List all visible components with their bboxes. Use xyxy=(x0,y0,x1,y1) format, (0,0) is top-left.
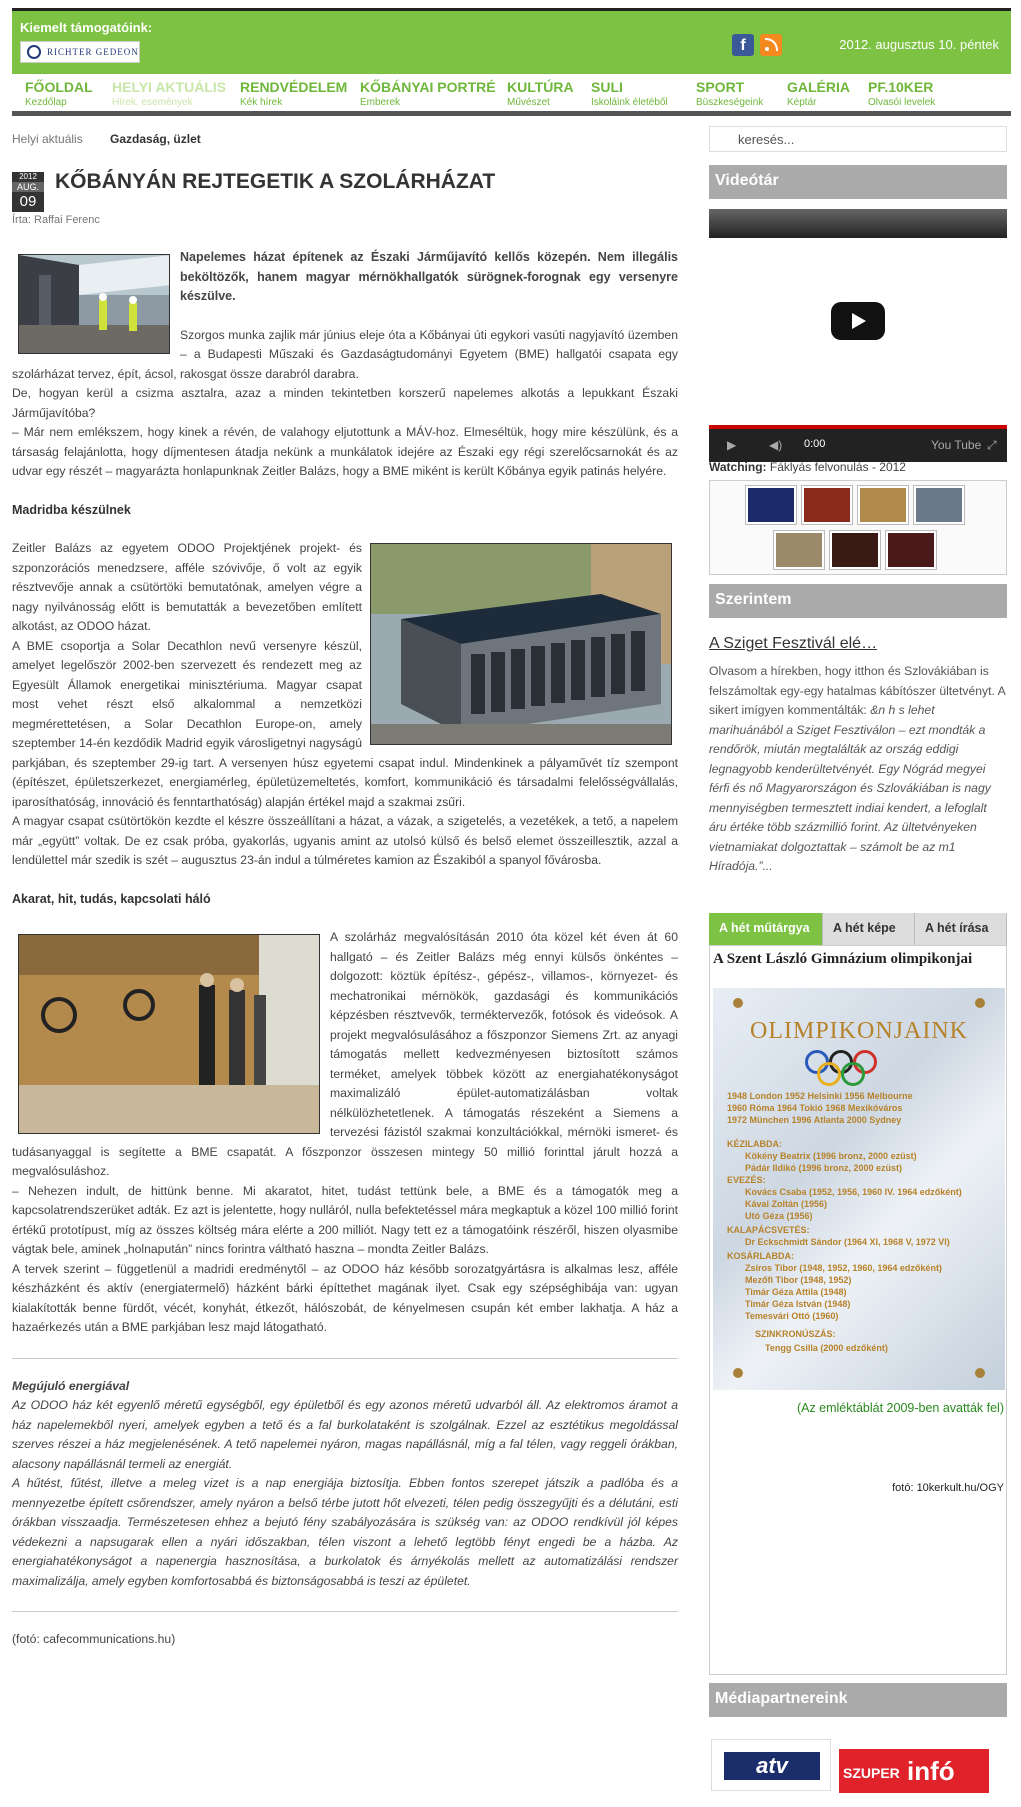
nav-item-title: KULTÚRA xyxy=(507,79,574,95)
workers-photo-image xyxy=(19,255,170,354)
article-author: Írta: Raffai Ferenc xyxy=(12,214,100,226)
main-nav xyxy=(12,74,1011,116)
nav-item-title: PF.10KER xyxy=(868,79,934,95)
date-day: 09 xyxy=(19,193,37,210)
artwork-photo-plaque[interactable] xyxy=(713,988,1005,1390)
nav-item-title: SULI xyxy=(591,79,623,95)
plaque-line: Utó Géza (1956) xyxy=(745,1211,813,1221)
interior-photo-image xyxy=(19,935,320,1134)
tab-het-mutargya[interactable]: A hét műtárgya xyxy=(709,913,823,945)
nav-item-sub: Iskoláink életéből xyxy=(591,97,668,108)
watching-line xyxy=(709,460,906,474)
article-paragraph: A magyar csapat csütörtökön kezdte el készre összeállítani a házat, a vázak, a szigetelés, a vezetékek, a tető, a napelem már „együtt” voltak. De ez csak próba, gyakorlás, ugyanis amint az utolsó külső és belső elemet összeillesztik, azzal a lendülettel már szedik is szét – augusztus 23-án indul a túlméretes kamion az Északiból a spanyol fővárosba. xyxy=(12,814,678,867)
nav-item-kobanyai-portre[interactable] xyxy=(360,79,496,108)
artwork-title: A Szent László Gimnázium olimpikonjai xyxy=(713,951,973,967)
solar-house-photo-image xyxy=(371,544,672,745)
video-thumbnail[interactable] xyxy=(886,531,936,569)
nav-item-sub: Büszkeségeink xyxy=(696,97,764,108)
date-year: 2012 xyxy=(19,172,37,181)
info-text: infó xyxy=(907,1756,955,1786)
article-title: KŐBÁNYÁN REJTEGETIK A SZOLÁRHÁZAT xyxy=(55,170,496,193)
article-subheading: Akarat, hit, tudás, kapcsolati háló xyxy=(12,891,211,906)
szuper-text: SZUPER xyxy=(843,1765,900,1782)
plaque-line: Zsíros Tibor (1948, 1952, 1960, 1964 edzőként) xyxy=(745,1263,942,1273)
nav-item-title: RENDVÉDELEM xyxy=(240,79,348,95)
plaque-line: EVEZÉS: xyxy=(727,1175,766,1185)
video-thumbnail[interactable] xyxy=(802,486,852,524)
plaque-line: Temesvári Ottó (1960) xyxy=(745,1311,839,1321)
plaque-line: Kökény Beatrix (1996 bronz, 2000 ezüst) xyxy=(745,1151,917,1161)
box-title: Megújuló energiával xyxy=(12,1378,130,1393)
media-partners-heading: Médiapartnereink xyxy=(709,1683,1007,1717)
tab-panel-mutargya xyxy=(709,945,1007,1675)
nav-item-title: KŐBÁNYAI PORTRÉ xyxy=(360,79,496,95)
szerintem-link[interactable]: A Sziget Fesztivál elé… xyxy=(709,635,878,652)
search-input[interactable]: keresés... xyxy=(709,126,1007,152)
nav-item-pf10ker[interactable] xyxy=(868,79,935,108)
sponsor-logo-richter[interactable] xyxy=(20,41,140,63)
box-paragraph: A hűtést, fűtést, illetve a meleg vizet is a nap energiája biztosítja. Ebben fontos szerepet játszik a padlóba és a mennyezetbe épített csőrendszer, amely nyáron a belső térbe jutott hőt elvezeti, télen pedig összegyűjti és a délutáni, esti órákban visszaadja. Természetesen ehhez a bejutó fény szabályozására is szükség van: az ODOO rendkívül jól képes védekezni a napsugarak ellen a nyári időszakban, télen viszont a lehető legtöbb fényt engedi be a házba. Az energiahatékonyságot a napenergia hasznosítása, a burkolatok és árnyékolás mellett az automatizálási rendszer maximalizálja, amely egyben komfortosabbá és biztonságosabbá is teszi az épületet. xyxy=(12,1476,678,1588)
play-button-icon[interactable]: ▶ xyxy=(727,438,737,452)
box-paragraph: Az ODOO ház két egyenlő méretű egységből, egy épületből és egy azonos méretű udvarból áll. Az elektromos áramot a ház napelemekből nyeri, amelyek egyben a tető és a fal burkolataként is szolgálnak. Ezzel az esztétikus megoldással szerves részei a ház megjelenésének. A tető napelemei nyáron, magas napállásnál, míg a fal télen, vagy reggeli órákban, alacsony napállásnál termeli az energiát. xyxy=(12,1398,678,1471)
video-thumbnail[interactable] xyxy=(858,486,908,524)
article-paragraph: De, hogyan kerül a csizma asztalra, azaz a minden tekintetben korszerű napelemes alkotás a lepukkant Északi Járműjavítóba? xyxy=(12,386,678,420)
article-paragraph: A BME csoportja a Solar Decathlon nevű versenyre készül, amelyet legelőször 2002-ben szervezett és rendezett meg az Egyesült Államok energetikai minisztériuma. Magyar csapat most vehet részt első alkalommal a nemzetközi megmérettetésen, a Solar Decathlon Europe-on, amely szeptember 14-én kezdődik Madrid egyik városligetnyi nagyságú parkjában, és szeptember 29-ig tart. A versenyen húsz egyetemi csapat indul. Mindenkinek a pályaművét tíz szempont (építészet, épületszerkezet, energiamérleg, épületüzemeltetés, komfort, kommunikáció és társadalmi felelősségvállalás, iparosíthatóság, innováció és fenntarthatóság) alapján értékel majd a szakmai zsűri. xyxy=(12,638,678,809)
article-paragraph: A szolárház megvalósításán 2010 óta közel két éven át 60 hallgató – és Zeitler Balázs még ennyi külsős önkéntes – dolgozott: köztük építész-, gépész-, villamos-, környezet- és mechatronikai mérnökök, gazdasági és kommunikációs képzésben résztvevők, terméktervezők, fotósok és videósok. A projekt megvalósulásához a főszponzor Siemens Zrt. az anyagi támogatás mellett kedvezményesen biztosított számos terméket, amelyek többek között az energiahatékonyságot maximalizáló épület-automatizálásban voltak nélkülözhetetlenek. A támogatás részeként a Siemens a tervezési fázistól szakmai konzultációkkal, mérnöki ismeret- és tudásanyaggal is segítette a BME csapatát. A főszponzor összesen mintegy 50 millió forinttal járult hozzá a megvalósuláshoz. xyxy=(12,930,678,1178)
bovebben-link[interactable]: Bővebben xyxy=(918,880,977,894)
szerintem-heading: Szerintem xyxy=(709,584,1007,618)
video-thumbnail[interactable] xyxy=(746,486,796,524)
breadcrumb-current[interactable]: Gazdaság, üzlet xyxy=(110,132,201,146)
plaque-line: KÉZILABDA: xyxy=(727,1139,782,1149)
facebook-icon[interactable]: f xyxy=(732,34,754,56)
nav-item-sub: Kezdőlap xyxy=(25,97,67,108)
article-paragraph: Zeitler Balázs az egyetem ODOO Projektjének projekt- és szponzorációs menedzsere, afféle szóvivője, ő volt az egyik résztvevője annak a csütörtöki bemutatónak, amelyen végre a nagy nyilvánosság előtt is bemutatták a bevezetőben említett alkotást, az ODOO házat. xyxy=(12,541,362,633)
plaque-line: KALAPÁCSVETÉS: xyxy=(727,1225,810,1235)
nav-item-sub: Kék hírek xyxy=(240,97,283,108)
bolt-icon xyxy=(975,998,985,1008)
video-thumbnails xyxy=(709,480,1007,575)
plaque-line: Timár Géza István (1948) xyxy=(745,1299,851,1309)
sponsor-logo-text: RICHTER GEDEON xyxy=(47,47,139,57)
article-body xyxy=(12,248,678,1650)
plaque-line: Tengg Csilla (2000 edzőként) xyxy=(765,1343,888,1353)
bolt-icon xyxy=(733,1368,743,1378)
video-time: 0:00 xyxy=(804,438,826,450)
nav-item-sub: Emberek xyxy=(360,97,401,108)
tab-het-kepe[interactable]: A hét képe xyxy=(823,913,915,945)
videotar-heading: Videótár xyxy=(709,165,1007,199)
video-top-bar xyxy=(709,209,1007,238)
top-bar xyxy=(12,8,1011,74)
nav-item-sport[interactable] xyxy=(696,79,763,108)
divider xyxy=(12,1358,678,1359)
szerintem-text: Olvasom a hírekben, hogy itthon és Szlovákiában is felszámoltak egy-egy hatalmas kábítószer ültetvényt. A sikert imígyen kommentálták: xyxy=(709,664,1006,717)
artwork-photo-credit: fotó: 10kerkult.hu/OGY xyxy=(892,1482,1004,1494)
video-thumbnail[interactable] xyxy=(774,531,824,569)
nav-item-rendvedelem[interactable] xyxy=(240,79,347,108)
plaque-line: KOSÁRLABDA: xyxy=(727,1251,794,1261)
media-partners xyxy=(709,1737,1007,1807)
plaque-line: Kovács Csaba (1952, 1956, 1960 IV. 1964 edzőként) xyxy=(745,1187,962,1197)
current-date: 2012. augusztus 10. péntek xyxy=(839,37,999,52)
watching-label: Watching: xyxy=(709,460,767,474)
nav-item-fooldal[interactable] xyxy=(25,79,93,108)
weekly-tabs xyxy=(709,913,1007,945)
video-progress[interactable] xyxy=(709,425,1007,429)
watching-title: Fáklyás felvonulás - 2012 xyxy=(769,460,906,474)
plaque-line: Pádár Ildikó (1996 bronz, 2000 ezüst) xyxy=(745,1163,903,1173)
volume-icon[interactable]: ◀) xyxy=(769,438,783,452)
plaque-line: SZINKRONÚSZÁS: xyxy=(755,1329,836,1339)
szerintem-excerpt xyxy=(709,662,1007,877)
article-paragraph: Szorgos munka zajlik már június eleje óta a Kőbányai úti egykori vasúti nagyjavító üzemben – a Budapesti Műszaki és Gazdaságtudományi Egyetem (BME) hallgatói csapata egy szolárházat tervez, épít, ácsol, rakosgat össze darabról darabra. xyxy=(12,327,678,381)
photo-credit: (fotó: cafecommunications.hu) xyxy=(12,1632,176,1646)
nav-item-suli[interactable] xyxy=(591,79,668,108)
video-player[interactable] xyxy=(709,209,1007,462)
article-photo-solar-house[interactable] xyxy=(370,543,672,745)
date-badge xyxy=(12,172,44,212)
breadcrumb-parent[interactable]: Helyi aktuális xyxy=(12,132,83,146)
nav-item-kultura[interactable] xyxy=(507,79,574,108)
article-lead: Napelemes házat építenek az Északi Járműjavító kellős közepén. Nem illegális beköltözők, hanem magyar mérnökhallgatók sürögnek-forognak egy versenyre készülve. xyxy=(180,250,678,303)
fullscreen-icon[interactable]: ⤢ xyxy=(987,438,997,452)
video-thumbnail[interactable] xyxy=(914,486,964,524)
szerintem-quote: &n h s lehet marihuánából a Sziget Fesztiválon – ezt mondták a rendőrök, miután megtalálták az ország eddigi legnagyobb kenderültetvényét. Egy Nógrád megyei férfi és nő Magyarországon és Szlovákiában is nagy mennyiségben termesztett indiai kendert, a lefoglalt áru értéke több százmillió forint. Az ültetvényeken vietnamiakat dolgoztattak – számolt be az m1 Híradója.”... xyxy=(709,703,991,873)
olympic-ring-icon xyxy=(841,1062,865,1086)
tab-het-irasa[interactable]: A hét írása xyxy=(915,913,1007,945)
atv-logo-text: atv xyxy=(724,1752,820,1780)
divider xyxy=(12,1611,678,1612)
richter-logo-icon xyxy=(27,45,41,59)
rss-icon[interactable] xyxy=(760,34,782,56)
breadcrumb xyxy=(12,132,201,146)
plaque-line: 1972 München 1996 Atlanta 2000 Sydney xyxy=(727,1115,902,1125)
nav-item-title: GALÉRIA xyxy=(787,79,850,95)
article-photo-interior[interactable] xyxy=(18,934,320,1134)
nav-item-sub: Képtár xyxy=(787,97,817,108)
nav-item-sub: Művészet xyxy=(507,97,550,108)
plaque-line: Timár Géza Attila (1948) xyxy=(745,1287,847,1297)
plaque-line: Kávai Zoltán (1956) xyxy=(745,1199,828,1209)
video-thumbnail[interactable] xyxy=(830,531,880,569)
bolt-icon xyxy=(975,1368,985,1378)
atv-logo[interactable] xyxy=(711,1739,831,1791)
article-subheading: Madridba készülnek xyxy=(12,502,131,517)
plaque-line: Mezőfi Tibor (1948, 1952) xyxy=(745,1275,852,1285)
plaque-line: 1948 London 1952 Helsinki 1956 Melbourne xyxy=(727,1091,913,1101)
bolt-icon xyxy=(733,998,743,1008)
szuperinfo-logo[interactable] xyxy=(839,1749,989,1793)
article-photo-workers[interactable] xyxy=(18,254,170,354)
nav-item-sub: Hírek, események xyxy=(112,97,193,108)
nav-item-galeria[interactable] xyxy=(787,79,850,108)
article-paragraph: A tervek szerint – függetlenül a madridi eredménytől – az ODOO ház később sorozatgyártásra is alkalmas lesz, afféle készházként és aktív (energiatermelő) házként bárki építtethet magának ilyet. Csak egy szépséghibája van: ugyan kialakították benne fürdőt, vécét, konyhát, étkezőt, hálószobát, de kényelmesen csupán két ember lakhatja. A ház a hazaérkezés után a BME parkjában lesz majd látogatható. xyxy=(12,1261,678,1334)
article-paragraph: – Már nem emlékszem, hogy kinek a révén, de valahogy eljutottunk a MÁV-hoz. Elmeséltük, hogy mire készülünk, és a társaság felajánlotta, hogy díjmentesen átadja nekünk a munkálatok idejére az Északi egy régi szerelőcsarnokát és az udvar egy részét – magyarázta honlapunknak Zeitler Balázs, hogy a BME miként is került Kőbánya egyik patinás helyére. xyxy=(12,425,678,478)
plaque-line: Dr Eckschmidt Sándor (1964 XI, 1968 V, 1972 VI) xyxy=(745,1237,950,1247)
youtube-logo-icon[interactable]: You Tube xyxy=(931,438,982,452)
nav-item-title: HELYI AKTUÁLIS xyxy=(112,79,227,95)
play-icon[interactable] xyxy=(831,302,885,340)
sponsor-title: Kiemelt támogatóink: xyxy=(20,20,153,35)
olympic-ring-icon xyxy=(817,1062,841,1086)
nav-item-title: SPORT xyxy=(696,79,745,95)
nav-item-sub: Olvasói levelek xyxy=(868,97,936,108)
artwork-caption: (Az emléktáblát 2009-ben avatták fel) xyxy=(796,1401,1004,1415)
nav-item-title: FŐOLDAL xyxy=(25,79,93,95)
nav-item-helyi-aktualis[interactable] xyxy=(112,79,226,108)
plaque-line: 1960 Róma 1964 Tokió 1968 Mexikóváros xyxy=(727,1103,903,1113)
date-month: AUG. xyxy=(12,182,44,192)
article-paragraph: – Nehezen indult, de hittünk benne. Mi akaratot, hitet, tudást tettünk bele, a BME és a támogatók meg a kapcsolatrendszerüket adták. Ez azt is jelentette, hogy nulláról, nulla befektetéssel mára megkaptuk a közel 100 millió forint értékű prototípust, míg az összes költség mára elérte a 200 milliót. Nagy tett ez a támogatóink részéről, hiszen olyasmibe vágtak bele, aminek „holnapután” nincs forintra váltható haszna – mondta Zeitler Balázs. xyxy=(12,1183,678,1256)
plaque-heading: OLIMPIKONJAINK xyxy=(750,1018,968,1044)
video-controls[interactable] xyxy=(709,425,1007,462)
